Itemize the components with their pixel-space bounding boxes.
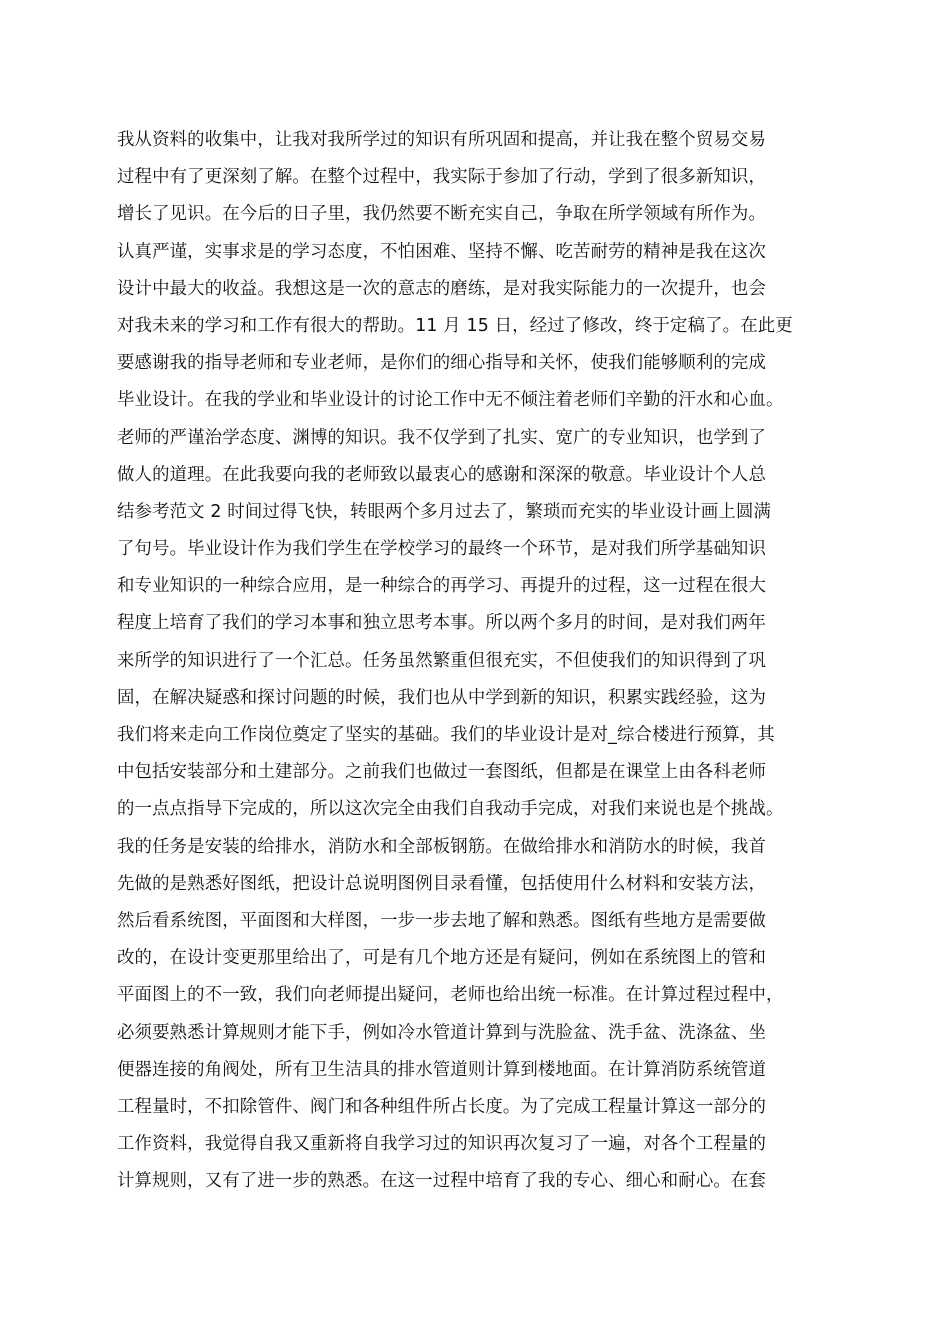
text-line: 做人的道理。在此我要向我的老师致以最衷心的感谢和深深的敬意。毕业设计个人总: [117, 464, 767, 485]
text-line: 的一点点指导下完成的，所以这次完全由我们自我动手完成，对我们来说也是个挑战。: [117, 799, 784, 820]
text-line: 平面图上的不一致，我们向老师提出疑问，老师也给出统一标准。在计算过程过程中，: [117, 985, 784, 1006]
text-line: 过程中有了更深刻了解。在整个过程中，我实际于参加了行动，学到了很多新知识，: [117, 167, 767, 188]
text-line: 改的，在设计变更那里给出了，可是有几个地方还是有疑问，例如在系统图上的管和: [117, 948, 767, 969]
text-line: 程度上培育了我们的学习本事和独立思考本事。所以两个多月的时间，是对我们两年: [117, 613, 767, 634]
text-line: 先做的是熟悉好图纸，把设计总说明图例目录看懂，包括使用什么材料和安装方法，: [117, 873, 767, 894]
text-line: 了句号。毕业设计作为我们学生在学校学习的最终一个环节，是对我们所学基础知识: [117, 539, 767, 560]
text-line: 认真严谨，实事求是的学习态度，不怕困难、坚持不懈、吃苦耐劳的精神是我在这次: [117, 241, 767, 262]
text-line: 计算规则，又有了进一步的熟悉。在这一过程中培育了我的专心、细心和耐心。在套: [117, 1171, 767, 1192]
text-line: 必须要熟悉计算规则才能下手，例如冷水管道计算到与洗脸盆、洗手盆、洗涤盆、坐: [117, 1022, 767, 1043]
text-line: 我从资料的收集中，让我对我所学过的知识有所巩固和提高，并让我在整个贸易交易: [117, 130, 767, 150]
text-line: 和专业知识的一种综合应用，是一种综合的再学习、再提升的过程，这一过程在很大: [117, 576, 767, 597]
text-line: 毕业设计。在我的学业和毕业设计的讨论工作中无不倾注着老师们辛勤的汗水和心血。: [117, 390, 784, 411]
text-line: 增长了见识。在今后的日子里，我仍然要不断充实自己，争取在所学领域有所作为。: [117, 204, 767, 225]
text-line: 来所学的知识进行了一个汇总。任务虽然繁重但很充实，不但使我们的知识得到了巩: [117, 650, 767, 671]
text-line: 工程量时，不扣除管件、阀门和各种组件所占长度。为了完成工程量计算这一部分的: [117, 1096, 767, 1117]
text-line: 我们将来走向工作岗位奠定了坚实的基础。我们的毕业设计是对_综合楼进行预算，其: [117, 725, 775, 745]
text-line: 工作资料，我觉得自我又重新将自我学习过的知识再次复习了一遍，对各个工程量的: [117, 1134, 767, 1155]
text-line: 固，在解决疑惑和探讨问题的时候，我们也从中学到新的知识，积累实践经验，这为: [117, 687, 767, 708]
text-line: 对我未来的学习和工作有很大的帮助。11 月 15 日，经过了修改，终于定稿了。在此更: [117, 315, 793, 336]
text-line: 我的任务是安装的给排水，消防水和全部板钢筋。在做给排水和消防水的时候，我首: [117, 836, 767, 857]
text-line: 中包括安装部分和土建部分。之前我们也做过一套图纸，但都是在课堂上由各科老师: [117, 762, 767, 783]
text-line: 设计中最大的收益。我想这是一次的意志的磨练，是对我实际能力的一次提升，也会: [117, 278, 767, 299]
body-text: [117, 122, 842, 1200]
text-line: 老师的严谨治学态度、渊博的知识。我不仅学到了扎实、宽广的专业知识，也学到了: [117, 427, 767, 448]
text-line: 然后看系统图，平面图和大样图，一步一步去地了解和熟悉。图纸有些地方是需要做: [117, 910, 767, 931]
text-line: 结参考范文 2 时间过得飞快，转眼两个多月过去了，繁琐而充实的毕业设计画上圆满: [117, 501, 772, 522]
text-line: 便器连接的角阀处，所有卫生洁具的排水管道则计算到楼地面。在计算消防系统管道: [117, 1059, 767, 1080]
text-line: 要感谢我的指导老师和专业老师，是你们的细心指导和关怀，使我们能够顺利的完成: [117, 353, 767, 374]
